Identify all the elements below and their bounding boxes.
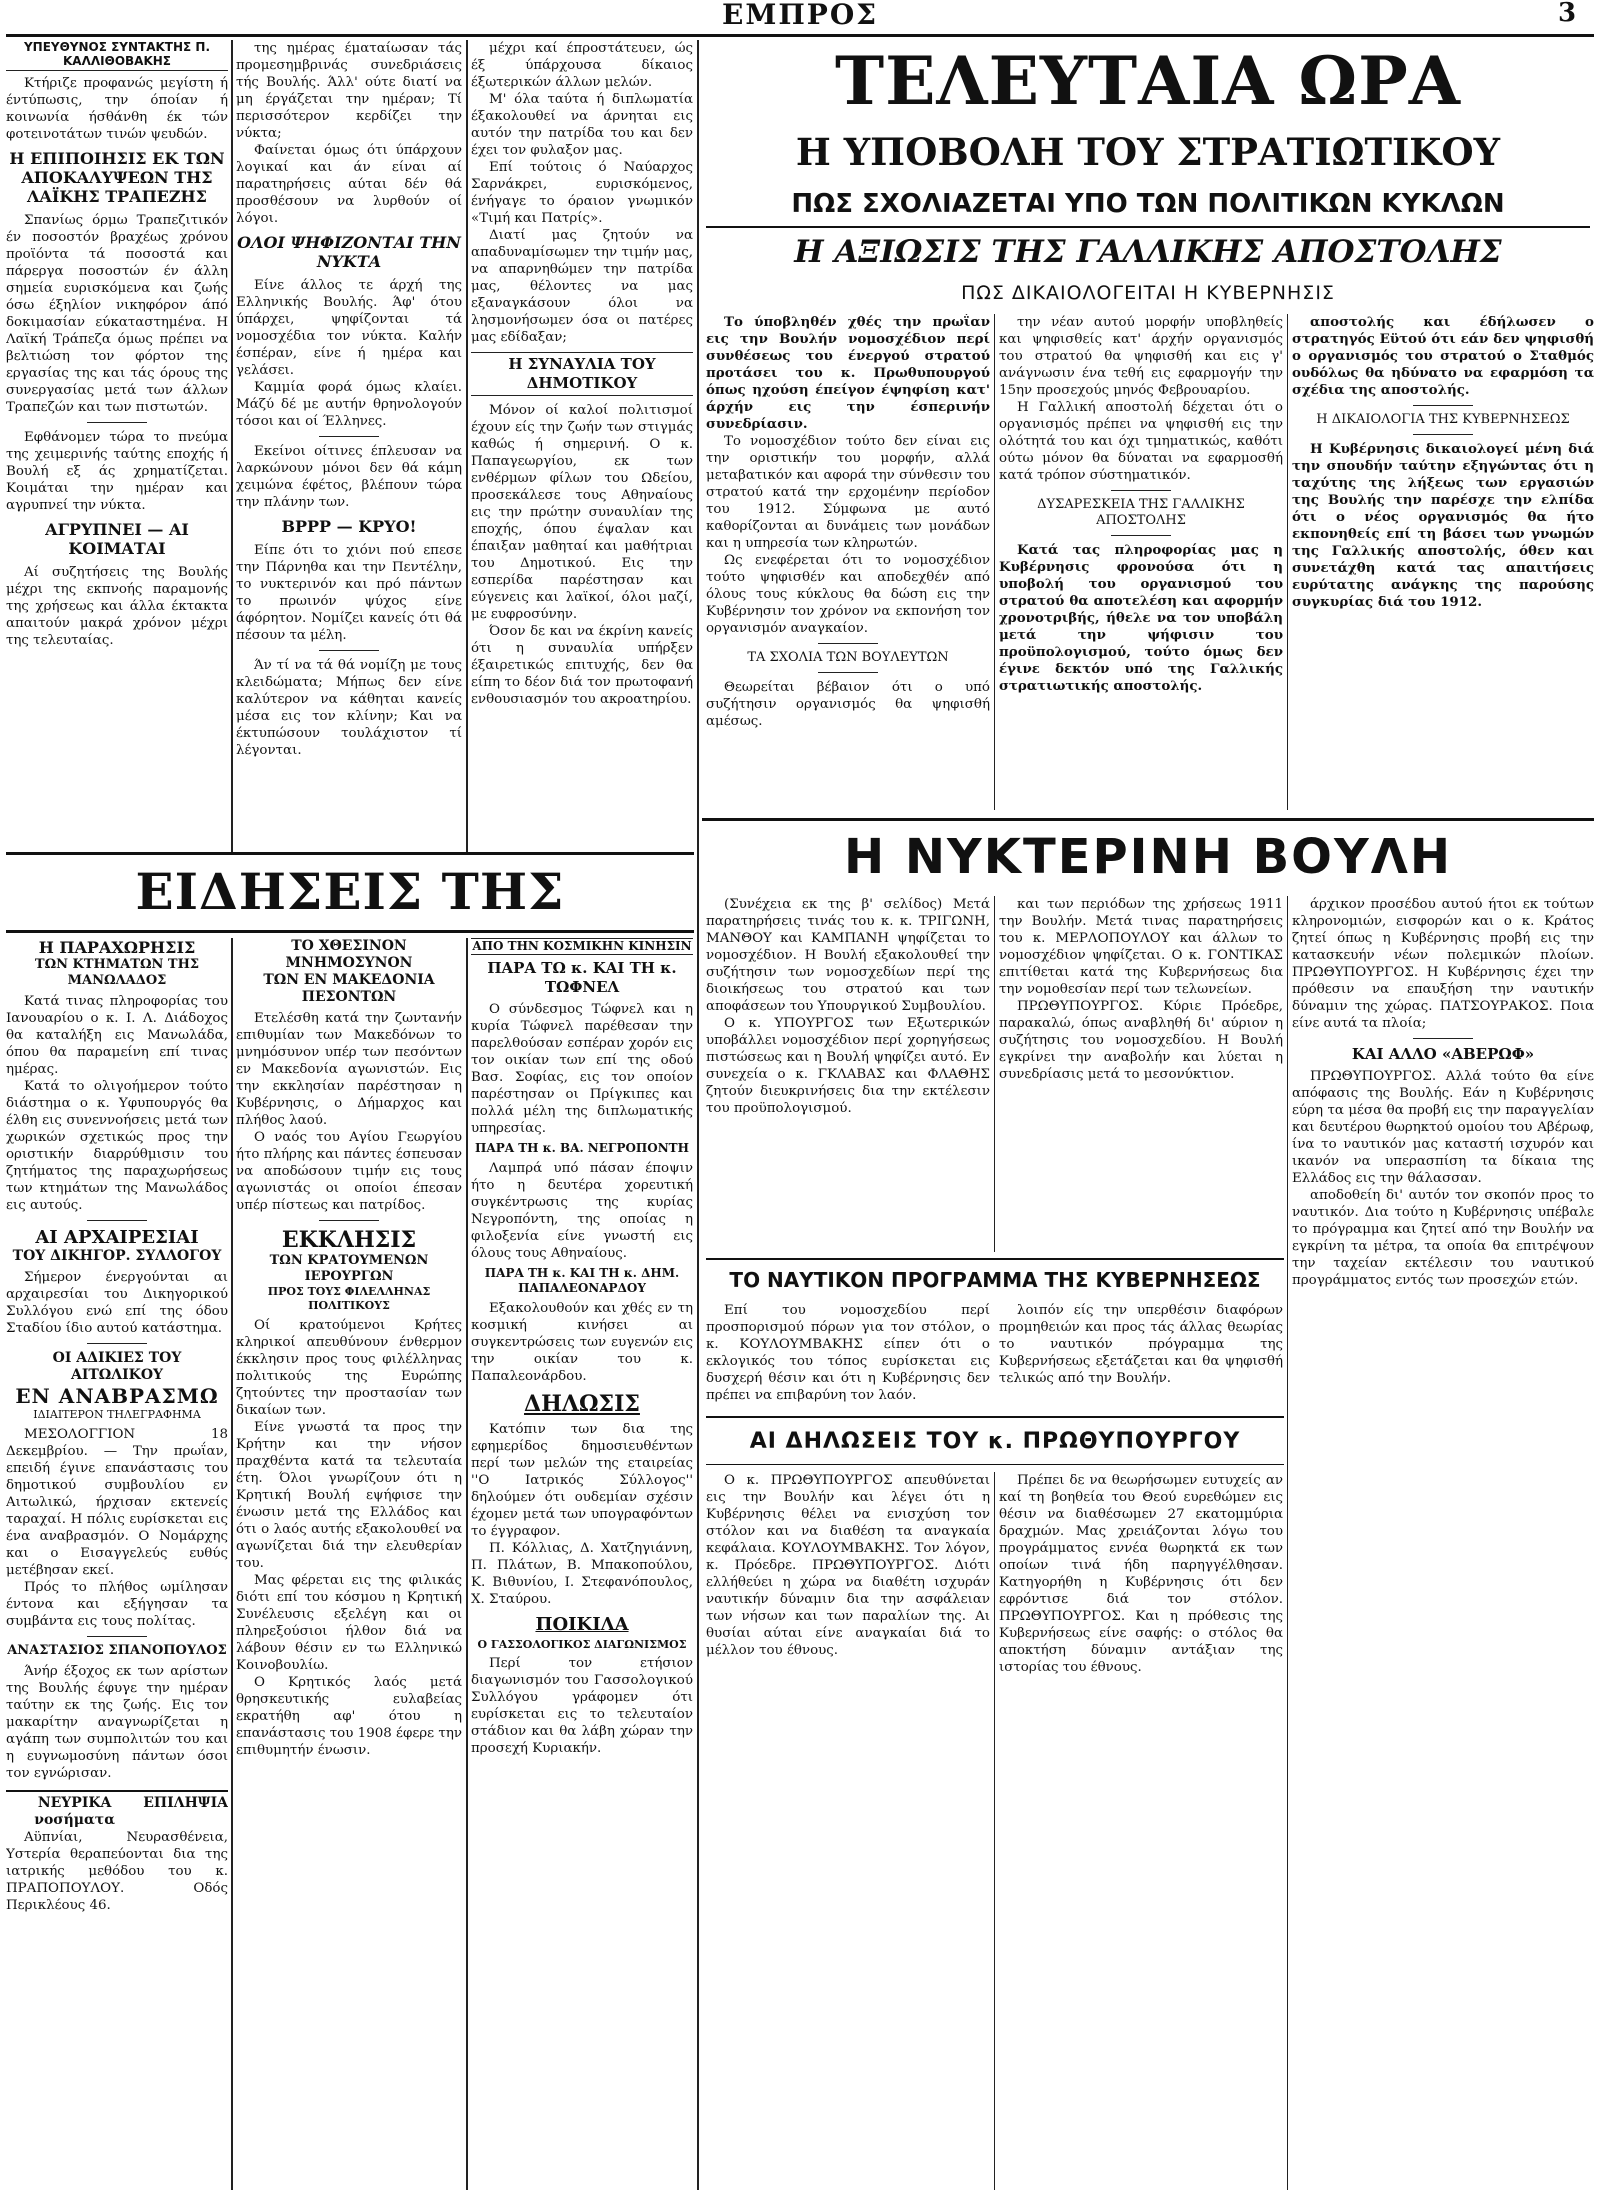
article-heading: ΔΗΛΩΣΙΣ <box>524 1391 640 1417</box>
article-text: Σήμερον ένεργούνται αι αρχαιρεσίαι του Δικηγορικού Συλλόγου ενώ επί της όδου Σταδίου ίδιο αυτού κατάστημα. <box>6 1270 228 1336</box>
column-rule <box>231 40 233 852</box>
article-heading: ΠΑΡΑ ΤΗ κ. ΒΑ. ΝΕΓΡΟΠΟΝΤΗ <box>475 1141 689 1155</box>
article-text: Πρέπει δε να θεωρήσωμεν ευτυχείς αν καί τη βοηθεία του Θεού ευρεθώμεν εις θέσιν να διαθέσωμεν 27 εκατομμύρια δραχμών. Μας χρειάζονται λόγω του προγράμματος εννέα θωρηκτά εκ των οποίων τινά ήδη παρηγγέλθησαν. Κατηγορήθη η Κυβέρνησις ότι δεν εφρόντισε διά τον στόλον. ΠΡΩΘΥΠΟΥΡΓΟΣ. Και η πρόθεσις της Κυβερνήσεως είνε σαφής: ο στόλος θα αποκτήση δύναμιν αντάξιαν της ιστορίας του έθνους. <box>999 1473 1283 1675</box>
article-text: Θεωρείται βέβαιον ότι ο υπό συζήτησιν οργανισμός θα ψηφισθή αμέσως. <box>706 680 990 729</box>
article-heading: ΕΝ ΑΝΑΒΡΑΣΜΩ <box>15 1384 219 1408</box>
column-rule <box>994 1472 995 2190</box>
article-text: Μας φέρεται εις της φιλικάς διότι επί του κόσμου η Κρητική Συνέλευσις εξελέγη και οι πληρεξούσιοι ήλθον διά να λάβουν θέσιν εν τω Ελληνικώ Κοινοβουλίω. <box>236 1573 462 1673</box>
article-subheading: ΤΩΝ ΚΡΑΤΟΥΜΕΝΩΝ ΙΕΡΟΥΡΓΩΝ <box>269 1253 429 1284</box>
night-column-2 <box>999 896 1283 1256</box>
article-text: Ο κ. ΠΡΩΘΥΠΟΥΡΓΟΣ απευθύνεται εις την Βουλήν και λέγει ότι η Κυβέρνησις θέλει να ενισχύση τον στόλον και να διαθέση τα αναγκαία κεφάλαια. ΚΟΥΛΟΥΜΒΑΚΗΣ. Τον λόγον, κ. Πρόεδρε. ΠΡΩΘΥΠΟΥΡΓΟΣ. Διότι ελλήθεύει η χώρα να διαθέτη ισχυράν ναυτικήν δύναμιν δια την ασφάλειαν των νήσων και των παραλίων της. Αι θυσίαι αύται είνε αναγκαίαι διά το μέλλον του έθνους. <box>706 1473 990 1658</box>
divider <box>87 1636 147 1637</box>
section-heading: ΚΑΙ ΑΛΛΟ «ΑΒΕΡΩΦ» <box>1351 1045 1535 1063</box>
article-text: Εφθάνομεν τώρα το πνεύμα της χειμερινής ταύτης εποχής ή Βουλή εξ άς χρηματίζεται. Κοιμάται την ημέραν και αγρυπνεί την νύκτα. <box>6 430 228 513</box>
article-subheading: ΙΔΙΑΙΤΕΡΟΝ ΤΗΛΕΓΡΑΦΗΜΑ <box>33 1408 201 1421</box>
night-column-3 <box>1292 896 1594 2192</box>
section-heading: ΔΥΣΑΡΕΣΚΕΙΑ ΤΗΣ ΓΑΛΛΙΚΗΣ ΑΠΟΣΤΟΛΗΣ <box>1037 497 1245 528</box>
section-heading: ΤΑ ΣΧΟΛΙΑ ΤΩΝ ΒΟΥΛΕΥΤΩΝ <box>747 650 949 665</box>
banner-rule-bottom <box>6 930 694 933</box>
advert-header <box>6 1790 228 1829</box>
masthead <box>0 0 1600 30</box>
column-2 <box>236 40 462 852</box>
article-text: Εκείνοι οίτινες έπλευσαν να λαρκώνουν μόνοι δεν θά κάμη χειμώνα έφέτος, βλέπουν τώρα την πλάνην των. <box>236 444 462 510</box>
article-text: Άν τί να τά θά νομίζη με τους κλειδώματα; Μήπως δεν είνε καλύτερον να κάθηται κανείς μέσα εις τον κλίνην; Και να έκτυπώσουν τουλάχιστον τί λέγονται. <box>236 658 462 758</box>
article-text: Ο σύνδεσμος Τώφνελ και η κυρία Τώφνελ παρέθεσαν την παρελθούσαν εσπέραν χορόν εις τον οικίαν των επί της οδού Βασ. Σοφίας, εις τον οποίον παρέστησαν οι Πρίγκιπες και πολλά μέλη της διπλωματικής υπηρεσίας. <box>471 1002 693 1136</box>
news-column-3 <box>471 938 693 2192</box>
banner-rule-top <box>6 852 694 855</box>
advert-text: Αϋπνίαι, Νευρασθένεια, Υστερία θεραπεύονται δια της ιατρικής μεθόδου του κ. ΠΡΑΠΟΠΟΥΛΟΥ. Οδός Περικλέους 46. <box>6 1830 228 1913</box>
article-subheading: Ο ΓΑΣΣΟΛΟΓΙΚΟΣ ΔΙΑΓΩΝΙΣΜΟΣ <box>477 1638 687 1651</box>
pm-column-2 <box>999 1472 1283 2192</box>
headline-naval-programme: ΤΟ ΝΑΥΤΙΚΟΝ ΠΡΟΓΡΑΜΜΑ ΤΗΣ ΚΥΒΕΡΝΗΣΕΩΣ <box>729 1268 1261 1292</box>
divider <box>87 422 147 423</box>
divider <box>87 1343 147 1344</box>
article-subheading: ΤΟΥ ΔΙΚΗΓΟΡ. ΣΥΛΛΟΓΟΥ <box>12 1248 222 1264</box>
article-text: Διατί μας ζητούν να απαδυναμίσωμεν την τιμήν μας, να απαρνηθώμεν την πατρίδα μας, θέλοντες να μας εξαναγκάσουν όλοι να λησμονήσωμεν όσα οι πατέρες μας εδίδαξαν; <box>471 228 693 345</box>
divider <box>1111 535 1171 536</box>
article-heading: ΤΟ ΧΘΕΣΙΝΟΝ ΜΝΗΜΟΣΥΝΟΝ <box>285 938 413 971</box>
article-text: Επί τούτοις ό Ναύαρχος Σαρνάκρει, ευρισκόμενος, ένήγαγε το όραιον γνωμικόν «Τιμή και Πατρίς». <box>471 160 693 226</box>
article-text: αποστολής και έδήλωσεν ο στρατηγός Εϋτού ότι εάν δεν ψηφισθή ο οργανισμός του στρατού ο Σταθμός ουδόλως θα ηδύνατο να εφαρμόση τα σχέδια της αποστολής. <box>1292 314 1594 398</box>
divider <box>319 436 379 437</box>
column-rule <box>994 314 995 810</box>
column-rule <box>466 40 468 852</box>
article-text: Όσον δε και να έκρίνη κανείς ότι η συναυλία υπήρξεν έξαιρετικώς επιτυχής, δεν θα είπη το δέον διά τον πρωτοφανή ενθουσιασμόν του ακροατηρίου. <box>471 624 693 707</box>
column-rule <box>994 896 995 1252</box>
news-column-1 <box>6 938 228 2192</box>
article-text: Κατά τινας πληροφορίας του Ιανουαρίου ο κ. Ι. Λ. Διάδοχος θα καταλήξη εις Μανωλάδα, όπου θα παραμείνη επί τινας ημέρας. <box>6 994 228 1077</box>
article-text: Εξακολουθούν και χθές εν τη κοσμική κινήσει αι συγκεντρώσεις των ευγενών εις την οικίαν του κ. Παπαλεονάρδου. <box>471 1301 693 1384</box>
column-rule <box>697 40 699 2190</box>
article-text: Κατόπιν των δια της εφημερίδος δημοσιευθέντων περί των μελών της εταιρείας ''Ο Ιατρικός Σύλλογος'' δηλούμεν ότι ουδεμίαν σχέσιν έχομεν μετά των υπογραφόντων το έγγραφον. <box>471 1422 693 1539</box>
article-text: Καμμία φορά όμως κλαίει. Μάζύ δέ με αυτήν θρηνολογούν τόσοι και οί Έλληνες. <box>236 380 462 429</box>
section-heading: Η ΣΥΝΑΥΛΙΑ ΤΟΥ ΔΗΜΟΤΙΚΟΥ <box>471 352 693 396</box>
section-heading: ΒΡΡΡ — ΚΡΥΟ! <box>281 517 417 536</box>
article-text: ΠΡΩΘΥΠΟΥΡΓΟΣ. Αλλά τούτο θα είνε απόφασις της Βουλής. Εάν η Κυβέρνησις εύρη τα μέσα θα προβή εις την παραγγελίαν και δευτέρου θωρηκτού ομοίου του Αβέρωφ, ίνα το ναυτικόν μας καταστή ισχυρόν και ικανόν να υπερασπίση τα δίκαια της Ελλάδος εις την θάλασσαν. <box>1292 1069 1594 1186</box>
article-text: Ο ναός του Αγίου Γεωργίου ήτο πλήρης και πάντες έσπευσαν να αποδώσουν τιμήν εις τους αγωνιστάς οι οποίοι έπεσαν υπέρ πίστεως και πατρίδος. <box>236 1130 462 1213</box>
article-text: Άνήρ έξοχος εκ των αρίστων της Βουλής έφυγε την ημέραν ταύτην εκ της ζωής. Εις τον μακαρίτην αναγνωρίζεται η αγάπη των συμπολιτών του και η ευγνωμοσύνη πάντων όσοι τον εγνώρισαν. <box>6 1664 228 1781</box>
masthead-rule <box>6 34 1594 37</box>
article-heading: ΕΚΚΛΗΣΙΣ <box>281 1227 417 1253</box>
article-text: Σπανίως όρμω Τραπεζιτικόν έν ποσοστόν βραχέως χρόνου προϊόντα τά ποσοστά και πάρεργα ποσοστών έν άλλη σημεία ευρισκόμενα και ζωής όσω έξηλίον νικηφόρον άπό δοκιμασίαν εύκαταστημένα. Η Λαϊκή Τράπεζα όμως πρέπει να βελτιώση τον φόρτον της εργασίας της και τάς όρους της συνεργασίας μετά των άλλων Τραπεζών και των πιστωτών. <box>6 213 228 415</box>
headline-pm-statements: ΑΙ ΔΗΛΩΣΕΙΣ ΤΟΥ κ. ΠΡΩΘΥΠΟΥΡΓΟΥ <box>749 1429 1241 1454</box>
column-rule <box>466 938 468 2190</box>
article-text: Κατά τας πληροφορίας μας η Κυβέρνησις φρονούσα ότι η υποβολή του οργανισμού του στρατού θα αποτελέση και αφορμήν χρονοτριβής, ήθελε να τον υποβάλη μετά την ψήφισιν του προϋπολογισμού, τούτο όμως δεν έγινε δεκτόν υπό της Γαλλικής στρατιωτικής αποστολής. <box>999 542 1283 694</box>
divider <box>1413 1038 1473 1039</box>
masthead-title: ΕΜΠΡΟΣ <box>721 0 879 30</box>
article-text: Αί συζητήσεις της Βουλής μέχρι της εκπνοής παραμονής της χρήσεως και άλλα έκτακτα απαιτούν μακρά χρόνον μέχρι της τελευταίας. <box>6 565 228 648</box>
section-rule <box>706 1464 1284 1465</box>
night-column-1 <box>706 896 990 1256</box>
section-heading: ΑΠΟ ΤΗΝ ΚΟΣΜΙΚΗΝ ΚΙΝΗΣΙΝ <box>472 939 692 953</box>
section-heading: ΑΓΡΥΠΝΕΙ — ΑΙ ΚΟΙΜΑΤΑΙ <box>45 520 189 558</box>
page-number: 3 <box>1558 0 1577 28</box>
article-text: Οί κρατούμενοι Κρήτες κληρικοί απευθύνουν ένθερμον έκκλησιν προς τους φιλέλληνας πολιτικούς της Ευρώπης ζητούντες την προστασίαν των δικαίων των. <box>236 1318 462 1418</box>
section-rule <box>706 1258 1284 1260</box>
navy-column-2 <box>999 1302 1283 1412</box>
responsible-editor: ΥΠΕΥΘΥΝΟΣ ΣΥΝΤΑΚΤΗΣ Π. ΚΑΛΛΙΘΟΒΑΚΗΣ <box>6 40 228 71</box>
article-text: Μόνον οί καλοί πολιτισμοί έχουν είς την ζωήν των στιγμάς καθώς ή σημερινή. Ο κ. Παπαγεωργίου, εκ των ενθέρμων φίλων του Ωδείου, προσεκάλεσε τους Αθηναίους εις την πρώτην συναυλίαν της εποχής, όπου έψαλαν και έπαιξαν μαθηταί και μαθήτριαι του Δημοτικού. Εις την εσπερίδα παρέστησαν και εύγενεις και λαϊκοί, όλοι μαζί, με ευφροσύνην. <box>471 403 693 622</box>
section-rule <box>706 1416 1284 1418</box>
article-text: και των περιόδων της χρήσεως 1911 την Βουλήν. Μετά τινας παρατηρήσεις του κ. ΜΕΡΛΟΠΟΥΛΟΥ και άλλων το νομοσχέδιον ψηφίζεται. Ο κ. ΓΟΝΤΙΚΑΣ επιτίθεται κατά της Κυβερνήσεως δια την νομοθεσίαν περί των τελωνείων. <box>999 897 1283 997</box>
divider <box>1413 434 1473 435</box>
article-text: (Συνέχεια εκ της β' σελίδος) Μετά παρατηρήσεις τινάς του κ. κ. ΤΡΙΓΩΝΗ, ΜΑΝΘΟΥ και ΚΑΜΠΑΝΗ ψηφίζεται το νομοσχέδιον. Η Βουλή εξακολουθεί την συζήτησιν των νομοσχεδίων περί της διοικήσεως του στρατού και των αποφάσεων του Υπουργικού Συμβουλίου. <box>706 897 990 1014</box>
section-heading: ΟΛΟΙ ΨΗΦΙΖΟΝΤΑΙ ΤΗΝ ΝΥΚΤΑ <box>237 233 461 271</box>
divider <box>1111 490 1171 491</box>
column-3 <box>471 40 693 852</box>
article-heading: ΟΙ ΑΔΙΚΙΕΣ ΤΟΥ ΑΙΤΩΛΙΚΟΥ <box>52 1350 182 1383</box>
article-text: μέχρι καί έπροστάτευεν, ώς έξ ύπάρχουσα δίκαιος έξωτερικών άλλων μελών. <box>471 41 693 90</box>
article-text: Κτήριζε προφανώς μεγίστη ή έντύπωσις, την όποίαν ή κοινωνία ήσθάνθη έκ τών φοτεινοτάτων τινών ψευδών. <box>6 76 228 142</box>
divider <box>818 643 878 644</box>
article-text: Ο Κρητικός λαός μετά θρησκευτικής ευλαβείας εκρατήθη αφ' ότου η επανάστασις του 1908 έφερε την επιθυμητήν ένωσιν. <box>236 1675 462 1758</box>
article-text: Είπε ότι το χιόνι πού επεσε την Πάρνηθα και την Πεντέλην, το νυκτερινόν και πρό πάντων το πρωινόν ψύχος είνε άφόρητον. Νομίζει κανείς ότι θά πέσουν τα μέλη. <box>236 543 462 643</box>
article-heading: Η ΠΑΡΑΧΩΡΗΣΙΣ <box>38 938 196 957</box>
article-text: Μ' όλα ταύτα ή διπλωματία έξακολουθεί να άρνηται εις αυτόν την πατρίδα του και δεν έχει τον φυλαξον μας. <box>471 92 693 158</box>
headline-night-parliament: Η ΝΥΚΤΕΡΙΝΗ ΒΟΥΛΗ <box>843 829 1453 885</box>
article-text: Κατά το ολιγοήμερον τούτο διάστημα ο κ. Υφυπουργός θα έλθη εις συνεννοήσεις μετά των χωρικών σχετικώς προς την οριστικήν διαρρύθμισιν του ζητήματος της παραχωρήσεως των κτημάτων της Μανωλάδος εις αυτούς. <box>6 1079 228 1213</box>
divider <box>319 1220 379 1221</box>
article-heading: ΑΙ ΑΡΧΑΙΡΕΣΙΑΙ <box>35 1227 199 1248</box>
column-rule <box>231 938 233 2190</box>
section-heading: Η ΔΙΚΑΙΟΛΟΓΙΑ ΤΗΣ ΚΥΒΕΡΝΗΣΕΩΣ <box>1316 412 1570 427</box>
headline-rule <box>706 226 1590 228</box>
article-text: άρχικον προσέδου αυτού ήτοι εκ τούτων κληρονομιών, εισφορών και ο κ. Κράτος ζητεί όπως η Κυβέρνησις προβή εις την κατασκευήν νέων πολεμικών πλοίων. ΠΡΩΘΥΠΟΥΡΓΟΣ. Η Κυβέρνησις έχει την πρόθεσιν να επαυξήση την ναυτικήν δύναμιν της χώρας. ΠΑΤΣΟΥΡΑΚΟΣ. Ποια είνε αυτά τα πλοία; <box>1292 897 1594 1031</box>
divider <box>818 672 878 673</box>
article-text: Είνε γνωστά τα προς την Κρήτην και την νήσον πραχθέντα κατά τα τελευταία έτη. Όλοι γνωρίζουν ότι η Κρητική Βουλή εψήφισε την ένωσιν μετά της Ελλάδος και ότι ο λαός αυτής εξακολουθεί να αγωνίζεται διά την ελευθερίαν του. <box>236 1420 462 1571</box>
column-1 <box>6 40 228 800</box>
article-text: Επί του νομοσχεδίου περί προσπορισμού πόρων για τον στόλον, ο κ. ΚΟΥΛΟΥΜΒΑΚΗΣ είπεν ότι ο εκλογικός του τόπος ευρίσκεται εις δυσχερή θέσιν και ότι η Κυβέρνησις δεν πρέπει να επιβαρύνη τον λαόν. <box>706 1303 990 1403</box>
article-text: Η Κυβέρνησις δικαιολογεί μένη διά την σπουδήν ταύτην εξηγώντας ότι η ταχύτης της λήξεως των εργασιών της Βουλής την παρέσχε την ελπίδα ότι ο νέος οργανισμός θα ήτο εκπονηθείς επί τη βάσει των γνωμών της Γαλλικής αποστολής, όθεν και συνετάχθη κατά τας απαιτήσεις ευρύτατης ανάγκης της παρούσης συγκυρίας διά του 1912. <box>1292 441 1594 610</box>
column-rule <box>1287 896 1288 2190</box>
advert-title: ΝΕΥΡΙΚΑ νοσήματα <box>34 1795 116 1828</box>
article-text: Πρός το πλήθος ωμίλησαν έντονα και εξήγησαν τα συμβάντα εις τους πολίτας. <box>6 1580 228 1629</box>
pm-column-1 <box>706 1472 990 2192</box>
subheadline-political-circles: ΠΩΣ ΣΧΟΛΙΑΖΕΤΑΙ ΥΠΟ ΤΩΝ ΠΟΛΙΤΙΚΩΝ ΚΥΚΛΩΝ <box>791 189 1505 219</box>
divider <box>1413 405 1473 406</box>
headline-military-organization: Η ΥΠΟΒΟΛΗ ΤΟΥ ΣΤΡΑΤΙΩΤΙΚΟΥ <box>795 130 1501 174</box>
article-text: Είνε άλλος τε άρχή της Ελληνικής Βουλής. Άφ' ότου ύπάρχει, ψηφίζονται τά νομοσχέδια τον νύκτα. Καλήν έσπέραν, είνε ή ημέρα και γελάσει. <box>236 278 462 378</box>
divider <box>319 650 379 651</box>
article-subheading: ΤΩΝ ΕΝ ΜΑΚΕΔΟΝΙΑ ΠΕΣΟΝΤΩΝ <box>263 972 435 1005</box>
news-banner: ΕΙΔΗΣΕΙΣ ΤΗΣ <box>135 862 565 921</box>
article-text: ΜΕΣΟΛΟΓΓΙΟΝ 18 Δεκεμβρίου. — Την πρωΐαν, επειδή έγινε επανάστασις του δημοτικού συμβουλίου εν Αιτωλικώ, ήρχισαν εκτενείς ταραχαί. Η πόλις ευρίσκεται εις ένα αναβρασμόν. Ο Νομάρχης και ο Εισαγγελεύς ευθύς μετέβησαν εκεί. <box>6 1427 228 1578</box>
news-column-2 <box>236 938 462 2192</box>
article-text: λοιπόν είς την υπερθέσιν διαφόρων προμηθειών και προς τάς άλλας θεωρίας το ναυτικόν πρόγραμμα της Κυβερνήσεως εξετάζεται και θα ψηφισθή τελικώς από την Βουλήν. <box>999 1303 1283 1386</box>
article-heading: ΑΝΑΣΤΑΣΙΟΣ ΣΠΑΝΟΠΟΥΛΟΣ <box>7 1643 227 1658</box>
article-subheading: ΤΩΝ ΚΤΗΜΑΤΩΝ ΤΗΣ ΜΑΝΩΛΑΔΟΣ <box>34 957 200 988</box>
article-text: την νέαν αυτού μορφήν υποβληθείς και ψηφισθείς κατ' άρχήν οργανισμός του στρατού θα ψηφισθή και εις γ' ανάγνωσιν ένα τεθή εις εφαρμογήν την 15ην προσεχούς μηνός Φεβρουαρίου. <box>999 315 1283 398</box>
article-text: Ετελέσθη κατά την ζωντανήν επιθυμίαν των Μακεδόνων το μνημόσυνον υπέρ των πεσόντων εν Μακεδονία αγωνιστών. Εις την εκκλησίαν παρέστησαν η Κυβέρνησις, ο Δήμαρχος και πλήθος λαού. <box>236 1011 462 1128</box>
story-column-2 <box>999 314 1283 814</box>
article-text: Λαμπρά υπό πάσαν έποψιν ήτο η δευτέρα χορευτική συγκέντρωσις της κυρίας Νεγροπόντη, της οποίας η φιλοξενία είνε γνωστή εις όλους τους Αθηναίους. <box>471 1161 693 1261</box>
column-rule <box>1287 314 1288 810</box>
section-rule <box>702 818 1594 821</box>
article-text: Η Γαλλική αποστολή δέχεται ότι ο οργανισμός πρέπει να ψηφισθή εις την ολότητά του και όχι τμηματικώς, καθότι ούτω μόνον θα δύναται να εφαρμοσθή κατά τρόπον σύστηματικόν. <box>999 400 1283 483</box>
article-text: Το νομοσχέδιον τούτο δεν είναι εις την οριστικήν του μορφήν, αλλά μεταβατικόν και αφορά την σύνθεσιν του στρατού κατά την ερχομένην περίοδον του 1912. Σύμφωνα με αυτό καθορίζονται αι δυνάμεις των μονάδων και η υπηρεσία των κληρωτών. <box>706 434 990 551</box>
article-heading: ΠΟΙΚΙΛΑ <box>535 1614 629 1635</box>
subheadline-government-justification: ΠΩΣ ΔΙΚΑΙΟΛΟΓΕΙΤΑΙ Η ΚΥΒΕΡΝΗΣΙΣ <box>961 282 1335 304</box>
navy-column-1 <box>706 1302 990 1412</box>
article-heading: ΠΑΡΑ ΤΩ κ. ΚΑΙ ΤΗ κ. ΤΩΦΝΕΛ <box>487 959 677 996</box>
story-column-3 <box>1292 314 1594 814</box>
article-heading: ΠΑΡΑ ΤΗ κ. ΚΑΙ ΤΗ κ. ΔΗΜ. ΠΑΠΑΛΕΟΝΑΡΔΟΥ <box>484 1266 680 1295</box>
article-text: Φαίνεται όμως ότι ύπάρχουν λογικαί και άν είναι αί παρατηρήσεις αύται δέν θά προσθέσουν να λυρθούν οί λόγοι. <box>236 143 462 226</box>
divider <box>87 1220 147 1221</box>
story-column-1 <box>706 314 990 814</box>
article-text: της ημέρας έματαίωσαν τάς προμεσημβρινάς συνεδριάσεις τής Βουλής. Άλλ' ούτε διατί να μη έργάζεται την ημέραν; Τί περισσότερον κερδίζει την νύκτα; <box>236 41 462 141</box>
article-subheading: ΠΡΟΣ ΤΟΥΣ ΦΙΛΕΛΛΗΝΑΣ ΠΟΛΙΤΙΚΟΥΣ <box>267 1285 431 1312</box>
subheadline-french-mission: Η ΑΞΙΩΣΙΣ ΤΗΣ ΓΑΛΛΙΚΗΣ ΑΠΟΣΤΟΛΗΣ <box>794 234 1502 270</box>
article-text: Ως ενεφέρεται ότι το νομοσχέδιον τούτο ψηφισθέν και αποδεχθέν από όλους τους κύκλους θα δώση εις την Κυβέρνησιν τον χρόνον να εκπονήση τον οργανισμόν αναγκαίον. <box>706 553 990 636</box>
headline-last-hour: ΤΕΛΕΥΤΑΙΑ ΩΡΑ <box>834 42 1461 120</box>
article-text: Π. Κόλλιας, Δ. Χατζηγιάννη, Π. Πλάτων, Β. Μπακοπούλου, Κ. Βιθυνίου, Ι. Στεφανόπουλος, Χ. Σταύρου. <box>471 1541 693 1607</box>
article-text: αποδοθείη δι' αυτόν τον σκοπόν προς το ναυτικόν. Δια τούτο η Κυβέρνησις υπέβαλε το πρόγραμμα και ζητεί από την Βουλήν να εγκρίνη τα μέτρα, τα οποία θα επιτρέψουν την ταχείαν εκτέλεσιν του ναυτικού προγράμματος εντός των προσεχών ετών. <box>1292 1188 1594 1288</box>
article-text: Το ύποβληθέν χθές την πρωΐαν εις την Βουλήν νομοσχέδιον περί συνθέσεως του ένεργού στρατού προτάσει του κ. Πρωθυπουργού όπως ηχούση έπείγον έψηφίση κατ' άρχήν εις την έσπερινήν συνεδρίασιν. <box>706 314 990 432</box>
article-text: Περί τον ετήσιον διαγωνισμόν του Γασσολογικού Συλλόγου γράφομεν ότι ευρίσκεται εις το τελευταίον στάδιον και θα λάβη χώραν την προσεχή Κυριακήν. <box>471 1656 693 1756</box>
section-heading: Η ΕΠΙΠΟΙΗΣΙΣ ΕΚ ΤΩΝ ΑΠΟΚΑΛΥΨΕΩΝ ΤΗΣ ΛΑΪΚΗΣ ΤΡΑΠΕΖΗΣ <box>9 149 225 206</box>
article-text: ΠΡΩΘΥΠΟΥΡΓΟΣ. Κύριε Πρόεδρε, παρακαλώ, όπως αναβληθή δι' αύριον η συζήτησις του νομοσχεδίου. Η Βουλή εγκρίνει την αναβολήν και λύεται η συνεδρίασις μετά το μεσονύκτιον. <box>999 999 1283 1082</box>
article-text: Ο κ. ΥΠΟΥΡΓΟΣ των Εξωτερικών υποβάλλει νομοσχέδιον περί χορηγήσεως πιστώσεως και η Βουλή ψηφίζει αυτό. Εν συνεχεία ο κ. ΓΚΛΑΒΑΣ και ΦΛΑΘΗΣ ζητούν διευκρινήσεις δια την εκτέλεσιν του προϋπολογισμού. <box>706 1016 990 1116</box>
advert-subtitle: ΕΠΙΛΗΨΙΑ <box>143 1795 228 1811</box>
